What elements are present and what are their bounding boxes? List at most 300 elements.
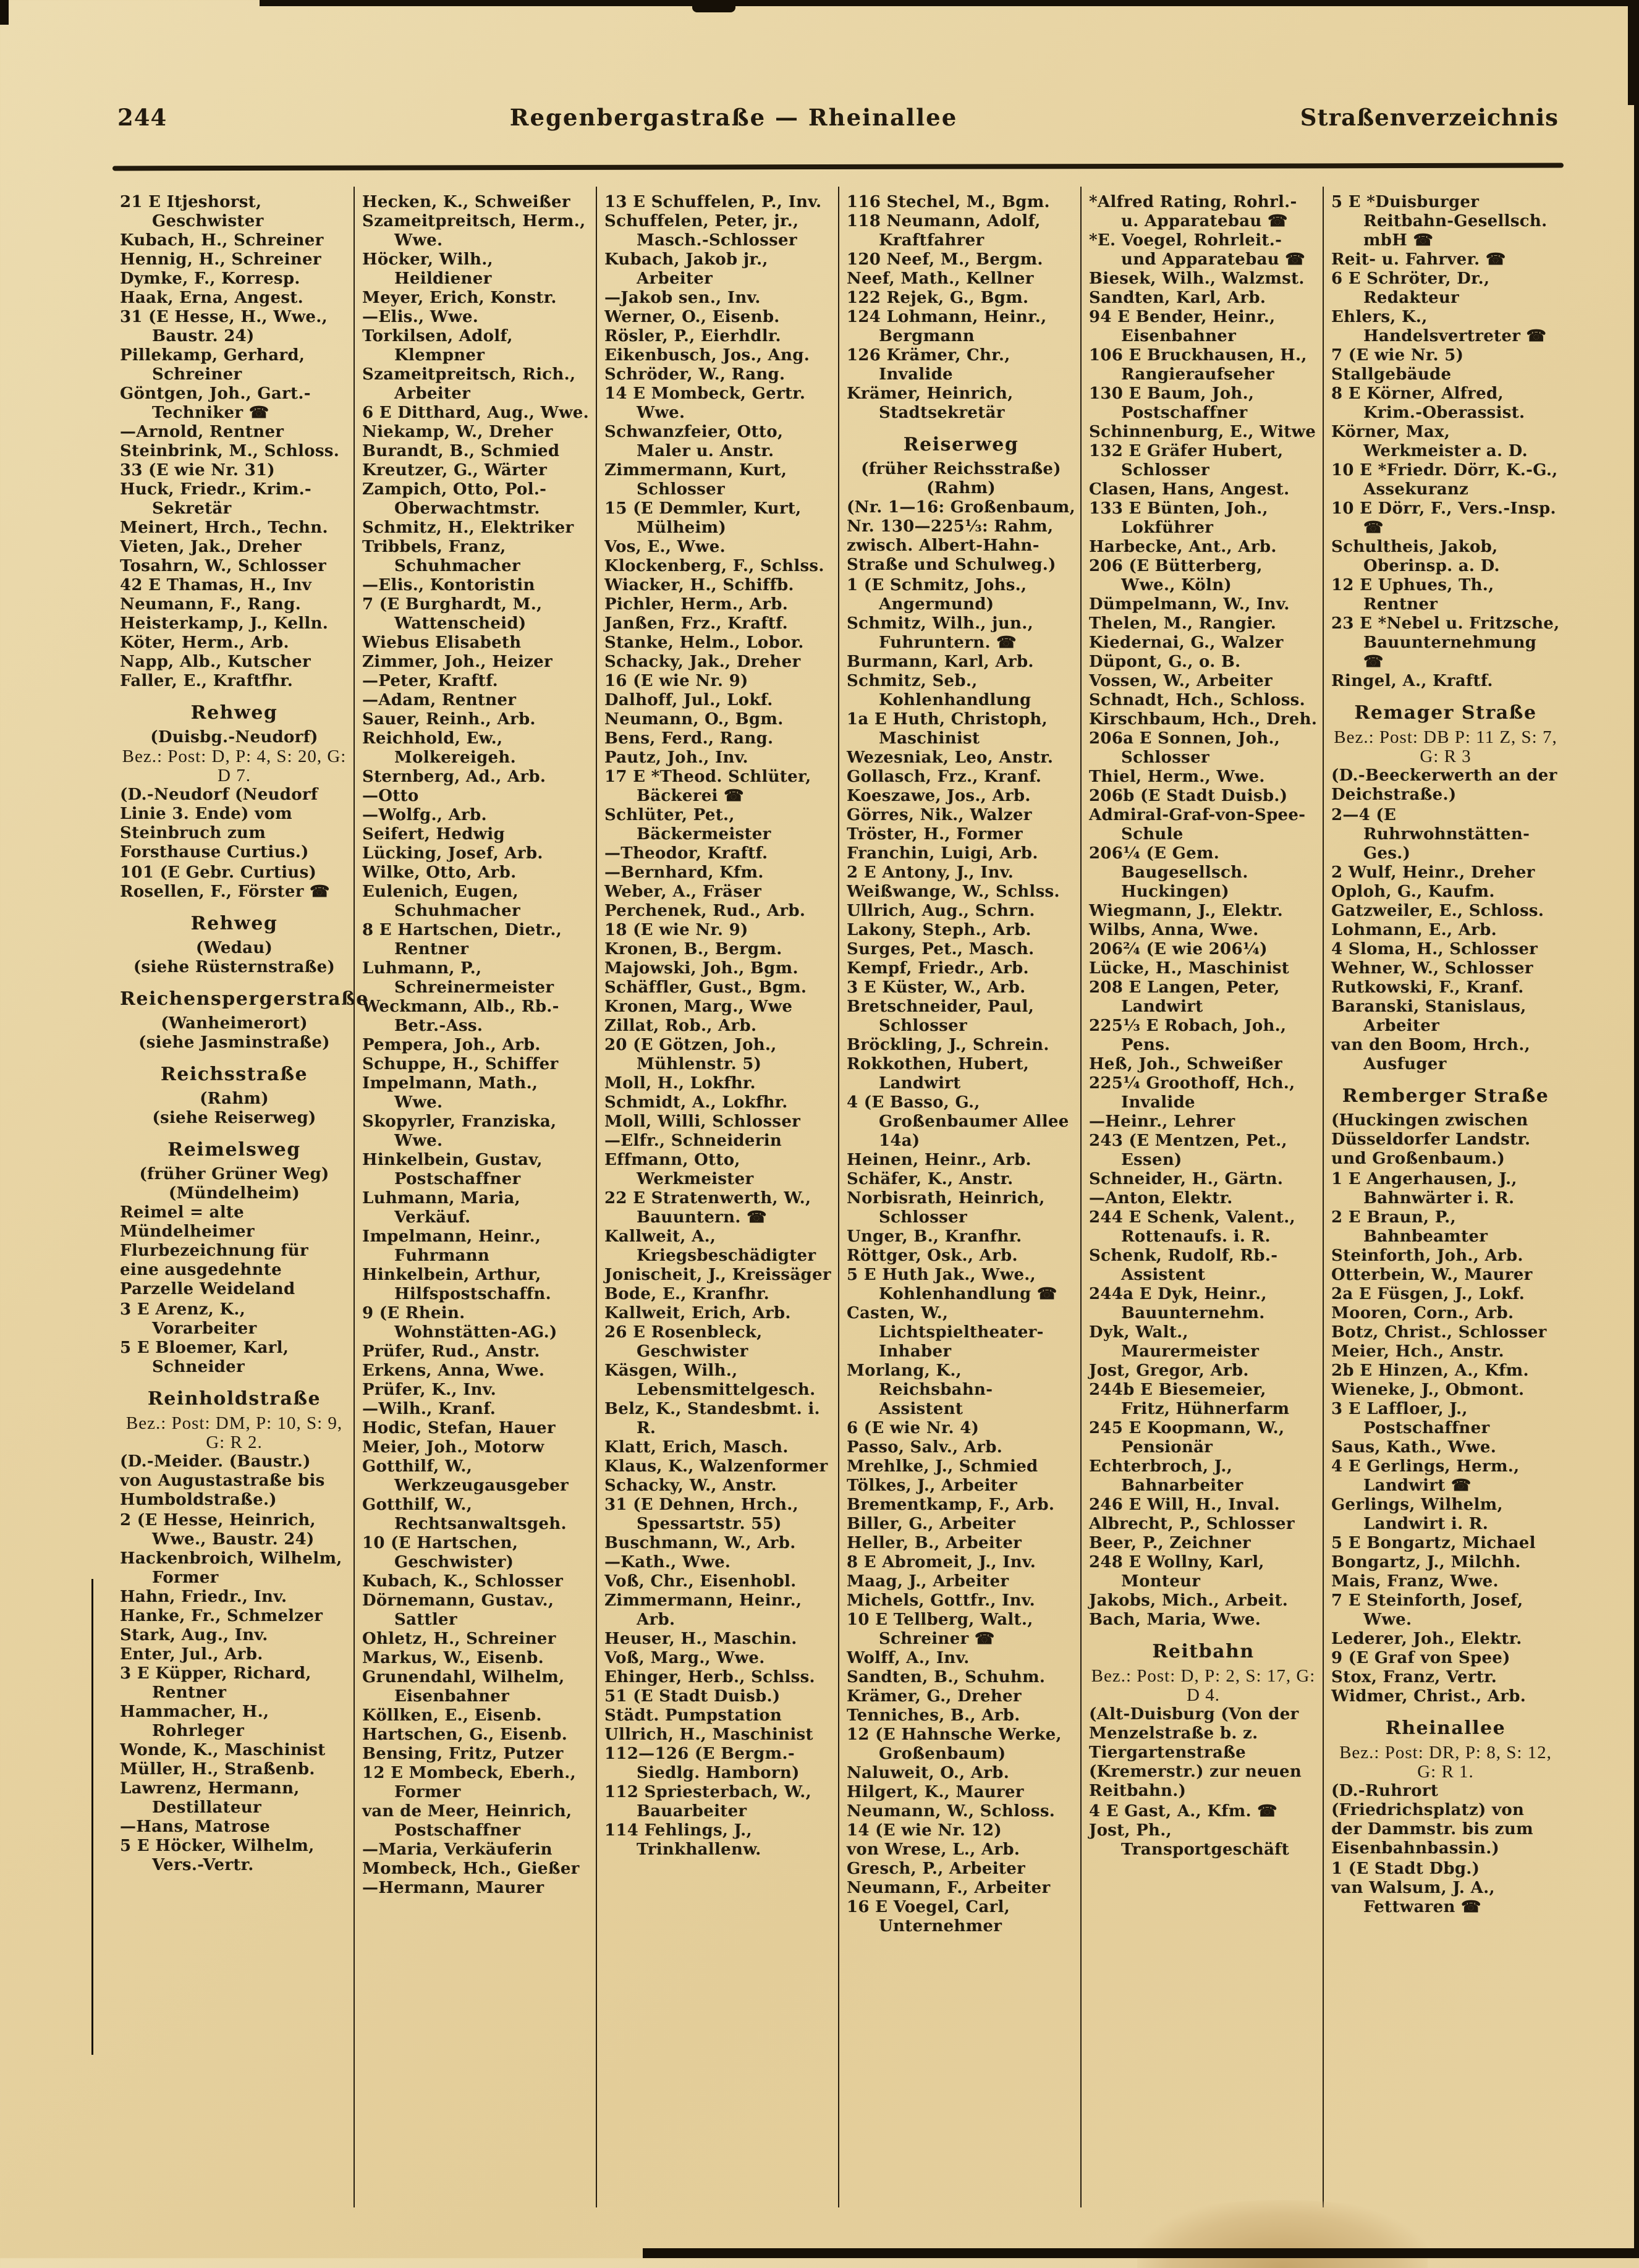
directory-entry: 3 E Laffloer, J., Postschaffner <box>1331 1400 1490 1437</box>
directory-entry: 3 E Küpper, Richard, Rentner <box>120 1664 311 1702</box>
directory-entry: 2—4 (E Ruhrwohnstätten-Ges.) <box>1331 806 1530 863</box>
page-header <box>117 104 1559 131</box>
street-subline: (siehe Rüsternstraße) <box>133 958 336 976</box>
directory-entry: 4 E Gerlings, Herm., Landwirt ☎ <box>1331 1457 1520 1495</box>
directory-entry: Enter, Jul., Arb. <box>120 1645 263 1664</box>
directory-entry: Niekamp, W., Dreher <box>362 423 553 441</box>
directory-entry: 122 Rejek, G., Bgm. <box>847 289 1029 307</box>
directory-entry: Casten, W., Lichtspieltheater-Inhaber <box>847 1304 1044 1361</box>
district-info: Bez.: Post: D, P: 4, S: 20, G: D 7. <box>122 747 347 785</box>
directory-entry: Stanke, Helm., Lobor. <box>604 633 804 652</box>
directory-entry: Dalhoff, Jul., Lokf. <box>604 691 773 709</box>
directory-entry: Gatzweiler, E., Schloss. <box>1331 902 1544 920</box>
directory-entry: 17 E *Theod. Schlüter, Bäckerei ☎ <box>604 768 811 805</box>
directory-entry: Bröckling, J., Schrein. <box>847 1036 1049 1054</box>
directory-entry: Eikenbusch, Jos., Ang. <box>604 346 810 365</box>
directory-entry: Tenniches, B., Arb. <box>847 1706 1020 1725</box>
directory-entry: Jonischeit, J., Kreissäger <box>604 1266 831 1284</box>
directory-entry: Sandten, B., Schuhm. <box>847 1668 1046 1686</box>
directory-entry: Lohmann, E., Arb. <box>1331 921 1497 939</box>
directory-entry: 206a E Sonnen, Joh., Schlosser <box>1089 729 1281 767</box>
directory-entry: Heß, Joh., Schweißer <box>1089 1055 1282 1073</box>
directory-entry: —Jakob sen., Inv. <box>604 289 761 307</box>
directory-entry: Burandt, B., Schmied <box>362 442 560 460</box>
directory-entry: Kirschbaum, Hch., Dreh. <box>1089 710 1318 729</box>
scan-blob-top <box>692 0 735 12</box>
directory-entry: Voß, Chr., Eisenhobl. <box>604 1572 797 1591</box>
directory-entry: 106 E Bruckhausen, H., Rangieraufseher <box>1089 346 1307 384</box>
directory-entry: Kallweit, A., Kriegsbeschädigter <box>604 1227 816 1265</box>
directory-entry: Szameitpreitsch, Rich., Arbeiter <box>362 365 576 403</box>
directory-entry: Sternberg, Ad., Arb. <box>362 768 546 786</box>
directory-entry: Meinert, Hrch., Techn. <box>120 518 328 537</box>
directory-entry: 124 Lohmann, Heinr., Bergmann <box>847 308 1047 345</box>
directory-entry: Rutkowski, F., Kranf. <box>1331 978 1524 997</box>
directory-column <box>1080 187 1323 2207</box>
directory-entry: Röttger, Osk., Arb. <box>847 1246 1018 1265</box>
street-subline: (Rahm) <box>926 479 996 497</box>
directory-entry: Dümpelmann, W., Inv. <box>1089 595 1290 614</box>
directory-entry: Markus, W., Eisenb. <box>362 1649 544 1667</box>
directory-entry: 22 E Stratenwerth, W., Bauuntern. ☎ <box>604 1189 811 1227</box>
directory-entry: —Elis., Kontoristin <box>362 576 535 595</box>
directory-entry: Dyk, Walt., Maurermeister <box>1089 1323 1260 1361</box>
directory-entry: Jost, Gregor, Arb. <box>1089 1361 1249 1380</box>
directory-entry: Prüfer, Rud., Anstr. <box>362 1342 540 1361</box>
directory-entry: 7 E Steinforth, Josef, Wwe. <box>1331 1591 1523 1629</box>
directory-entry: van den Boom, Hrch., Ausfuger <box>1331 1036 1530 1073</box>
directory-entry: —Heinr., Lehrer <box>1089 1112 1235 1131</box>
directory-entry: Oploh, G., Kaufm. <box>1331 882 1495 901</box>
directory-entry: —Peter, Kraftf. <box>362 672 499 690</box>
street-heading: Remager Straße <box>1354 702 1537 724</box>
scan-line-left <box>91 1579 93 2055</box>
directory-entry: Pichler, Herm., Arb. <box>604 595 789 614</box>
scan-corner-top-right <box>1628 0 1639 105</box>
directory-entry: 5 E Höcker, Wilhelm, Vers.-Vertr. <box>120 1837 315 1874</box>
directory-entry: Schröder, W., Rang. <box>604 365 786 384</box>
directory-entry: Schuffelen, Peter, jr., Masch.-Schlosser <box>604 212 799 250</box>
directory-entry: Hennig, H., Schreiner <box>120 250 321 269</box>
directory-entry: Köllken, E., Eisenb. <box>362 1706 542 1725</box>
scan-corner-top-left <box>0 0 9 25</box>
directory-entry: Gollasch, Frz., Kranf. <box>847 768 1042 786</box>
directory-entry: Kronen, B., Bergm. <box>604 940 782 958</box>
directory-entry: 20 (E Götzen, Joh., Mühlenstr. 5) <box>604 1036 777 1073</box>
directory-entry: 114 Fehlings, J., Trinkhallenw. <box>604 1821 761 1859</box>
directory-entry: 112—126 (E Bergm.-Siedlg. Hamborn) <box>604 1745 800 1782</box>
directory-entry: Franchin, Luigi, Arb. <box>847 844 1038 863</box>
directory-entry: —Anton, Elektr. <box>1089 1189 1233 1208</box>
directory-entry: 8 E Körner, Alfred, Krim.-Oberassist. <box>1331 384 1525 422</box>
directory-entry: 206 (E Bütterberg, Wwe., Köln) <box>1089 557 1263 595</box>
street-heading: Rheinallee <box>1385 1717 1506 1739</box>
district-info: Bez.: Post: DR, P: 8, S: 12, G: R 1. <box>1339 1743 1552 1782</box>
street-note: (D.-Ruhrort (Friedrichsplatz) von der Dammstr. bis zum Eisenbahnbassin.) <box>1331 1782 1533 1858</box>
directory-entry: Krämer, Heinrich, Stadtsekretär <box>847 384 1014 422</box>
directory-entry: Biller, G., Arbeiter <box>847 1515 1016 1533</box>
directory-entry: Ringel, A., Kraftf. <box>1331 672 1493 690</box>
directory-entry: 206b (E Stadt Duisb.) <box>1089 787 1288 805</box>
directory-entry: Heller, B., Arbeiter <box>847 1534 1022 1552</box>
directory-entry: Eulenich, Eugen, Schuhmacher <box>362 882 520 920</box>
directory-entry: Schacky, W., Anstr. <box>604 1476 777 1495</box>
street-subline: (früher Reichsstraße) <box>861 460 1061 478</box>
directory-entry: Jakobs, Mich., Arbeit. <box>1089 1591 1289 1610</box>
directory-entry: Torkilsen, Adolf, Klempner <box>362 327 513 365</box>
directory-entry: Schmitz, Seb., Kohlenhandlung <box>847 672 1031 709</box>
directory-entry: Wilke, Otto, Arb. <box>362 863 517 882</box>
directory-entry: 13 E Schuffelen, P., Inv. <box>604 193 822 211</box>
directory-entry: von Wrese, L., Arb. <box>847 1840 1020 1859</box>
header-rule <box>112 163 1564 171</box>
directory-entry: Passo, Salv., Arb. <box>847 1438 1003 1457</box>
directory-entry: 18 (E wie Nr. 9) <box>604 921 748 939</box>
directory-entry: Mooren, Corn., Arb. <box>1331 1304 1514 1322</box>
directory-entry: Tosahrn, W., Schlosser <box>120 557 326 575</box>
directory-entry: Weckmann, Alb., Rb.-Betr.-Ass. <box>362 997 559 1035</box>
directory-entry: Bretschneider, Paul, Schlosser <box>847 997 1035 1035</box>
directory-entry: Napp, Alb., Kutscher <box>120 653 311 671</box>
directory-entry: 26 E Rosenbleck, Geschwister <box>604 1323 763 1361</box>
scan-edge-right <box>1634 0 1639 2258</box>
street-heading: Rehweg <box>190 913 278 934</box>
directory-entry: Botz, Christ., Schlosser <box>1331 1323 1547 1342</box>
directory-entry: 42 E Thamas, H., Inv <box>120 576 312 595</box>
directory-entry: 246 E Will, H., Inval. <box>1089 1496 1280 1514</box>
directory-entry: 116 Stechel, M., Bgm. <box>847 193 1050 211</box>
directory-entry: *Alfred Rating, Rohrl.- u. Apparatebau ☎ <box>1089 193 1297 231</box>
directory-column <box>112 187 369 2207</box>
directory-entry: Hinkelbein, Arthur, Hilfspostschaffn. <box>362 1266 551 1303</box>
directory-entry: van de Meer, Heinrich, Postschaffner <box>362 1802 572 1840</box>
directory-entry: 5 E *Duisburger Reitbahn-Gesellsch. mbH ☎ <box>1331 193 1548 250</box>
directory-entry: 23 E *Nebel u. Fritzsche, Bauunternehmung ☎ <box>1331 614 1560 671</box>
scan-edge-bottom <box>643 2248 1639 2258</box>
directory-entry: Vos, E., Wwe. <box>604 538 726 556</box>
directory-entry: Köter, Herm., Arb. <box>120 633 289 652</box>
directory-entry: Neef, Math., Kellner <box>847 269 1034 288</box>
street-heading: Remberger Straße <box>1342 1085 1549 1107</box>
street-note: (Alt-Duisburg (Von der Menzelstraße b. z. Tiergartenstraße (Kremerstr.) zur neuen Reitbahn.) <box>1089 1705 1302 1800</box>
directory-entry: Ehinger, Herb., Schlss. <box>604 1668 815 1686</box>
directory-entry: 208 E Langen, Peter, Landwirt <box>1089 978 1280 1016</box>
directory-entry: Kiedernai, G., Walzer <box>1089 633 1284 652</box>
directory-entry: Zillat, Rob., Arb. <box>604 1017 757 1035</box>
directory-entry: Lederer, Joh., Elektr. <box>1331 1630 1522 1648</box>
directory-entry: —Arnold, Rentner <box>120 423 284 441</box>
directory-entry: Kubach, K., Schlosser <box>362 1572 564 1591</box>
directory-entry: Schenk, Rudolf, Rb.-Assistent <box>1089 1246 1278 1284</box>
directory-entry: Belz, K., Standesbmt. i. R. <box>604 1400 820 1437</box>
directory-entry: 2a E Füsgen, J., Lokf. <box>1331 1285 1525 1303</box>
directory-entry: Morlang, K., Reichsbahn-Assistent <box>847 1361 993 1418</box>
directory-entry: Reit- u. Fahrver. ☎ <box>1331 250 1506 269</box>
directory-entry: Neumann, O., Bgm. <box>604 710 784 729</box>
directory-entry: Widmer, Christ., Arb. <box>1331 1687 1527 1706</box>
directory-entry: 130 E Baum, Joh., Postschaffner <box>1089 384 1255 422</box>
directory-entry: Stox, Franz, Vertr. <box>1331 1668 1497 1686</box>
directory-entry: 126 Krämer, Chr., Invalide <box>847 346 1010 384</box>
directory-entry: Düpont, G., o. B. <box>1089 653 1241 671</box>
directory-entry: Sauer, Reinh., Arb. <box>362 710 536 729</box>
directory-column <box>1323 187 1565 2207</box>
directory-entry: Körner, Max, Werkmeister a. D. <box>1331 423 1528 460</box>
directory-entry: Hecken, K., Schweißer <box>362 193 570 211</box>
directory-entry: Heuser, H., Maschin. <box>604 1630 797 1648</box>
directory-entry: Tribbels, Franz, Schuhmacher <box>362 538 520 575</box>
directory-entry: Klatt, Erich, Masch. <box>604 1438 789 1457</box>
section-label: Straßenverzeichnis <box>1300 104 1559 131</box>
directory-entry: Hahn, Friedr., Inv. <box>120 1588 287 1606</box>
directory-entry: Reichhold, Ew., Molkereigeh. <box>362 729 516 767</box>
directory-entry: Impelmann, Math., Wwe. <box>362 1074 538 1112</box>
street-note: (Huckingen zwischen Düsseldorfer Landstr. und Großenbaum.) <box>1331 1111 1531 1168</box>
directory-entry: Ehlers, K., Handelsvertreter ☎ <box>1331 308 1547 345</box>
directory-entry: Ullrich, H., Maschinist <box>604 1725 813 1744</box>
directory-entry: Wieneke, J., Obmont. <box>1331 1381 1525 1399</box>
directory-entry: 10 E Tellberg, Walt., Schreiner ☎ <box>847 1610 1033 1648</box>
directory-entry: 6 E Ditthard, Aug., Wwe. <box>362 404 589 422</box>
directory-entry: Hammacher, H., Rohrleger <box>120 1703 269 1740</box>
directory-entry: Albrecht, P., Schlosser <box>1089 1515 1295 1533</box>
directory-entry: Brementkamp, F., Arb. <box>847 1496 1055 1514</box>
directory-entry: —Bernhard, Kfm. <box>604 863 764 882</box>
directory-entry: Saus, Kath., Wwe. <box>1331 1438 1497 1457</box>
directory-entry: Wiebus Elisabeth <box>362 633 522 652</box>
directory-entry: Neumann, F., Arbeiter <box>847 1879 1051 1897</box>
directory-entry: Voß, Marg., Wwe. <box>604 1649 765 1667</box>
directory-entry: 33 (E wie Nr. 31) <box>120 461 276 480</box>
directory-entry: Kallweit, Erich, Arb. <box>604 1304 791 1322</box>
directory-entry: 21 E Itjeshorst, Geschwister <box>120 193 264 231</box>
directory-entry: Kubach, Jakob jr., Arbeiter <box>604 250 768 288</box>
directory-entry: 244b E Biesemeier, Fritz, Hühnerfarm <box>1089 1381 1290 1418</box>
directory-entry: Steinbrink, M., Schloss. <box>120 442 340 460</box>
street-subline: (früher Grüner Weg) <box>139 1165 329 1183</box>
directory-entry: 5 E Bloemer, Karl, Schneider <box>120 1339 289 1376</box>
directory-entry: —Hans, Matrose <box>120 1817 271 1836</box>
street-note: Reimel = alte Mündelheimer Flurbezeichnung für eine ausgedehnte Parzelle Weideland <box>120 1203 309 1298</box>
directory-entry: Hilgert, K., Maurer <box>847 1783 1024 1801</box>
directory-entry: Wehner, W., Schlosser <box>1331 959 1533 978</box>
directory-entry: Schmitz, Wilh., jun., Fuhruntern. ☎ <box>847 614 1033 652</box>
directory-entry: —Kath., Wwe. <box>604 1553 731 1572</box>
directory-entry: Admiral-Graf-von-Spee-Schule <box>1089 806 1306 844</box>
directory-entry: Baranski, Stanislaus, Arbeiter <box>1331 997 1527 1035</box>
directory-entry: Huck, Friedr., Krim.-Sekretär <box>120 480 312 518</box>
directory-entry: Kreutzer, G., Wärter <box>362 461 548 480</box>
directory-entry: Grunendahl, Wilhelm, Eisenbahner <box>362 1668 565 1706</box>
directory-entry: Bens, Ferd., Rang. <box>604 729 774 748</box>
directory-entry: Majowski, Joh., Bgm. <box>604 959 798 978</box>
directory-entry: 7 (E wie Nr. 5) <box>1331 346 1464 365</box>
directory-entry: Heinen, Heinr., Arb. <box>847 1151 1031 1169</box>
directory-entry: Göntgen, Joh., Gart.-Techniker ☎ <box>120 384 311 422</box>
directory-entry: Schmidt, A., Lokfhr. <box>604 1093 788 1112</box>
directory-entry: 133 E Bünten, Joh., Lokführer <box>1089 499 1268 537</box>
directory-columns <box>112 187 1565 2207</box>
directory-entry: Lakony, Steph., Arb. <box>847 921 1031 939</box>
directory-entry: Mais, Franz, Wwe. <box>1331 1572 1499 1591</box>
directory-entry: 225¹⁄₄ Groothoff, Hch., Invalide <box>1089 1074 1295 1112</box>
directory-entry: Clasen, Hans, Angest. <box>1089 480 1290 499</box>
directory-entry: 94 E Bender, Heinr., Eisenbahner <box>1089 308 1276 345</box>
directory-entry: 1a E Huth, Christoph, Maschinist <box>847 710 1048 748</box>
directory-entry: Meier, Joh., Motorw <box>362 1438 544 1457</box>
directory-entry: Heisterkamp, J., Kelln. <box>120 614 329 633</box>
directory-entry: Burmann, Karl, Arb. <box>847 653 1034 671</box>
directory-entry: 132 E Gräfer Hubert, Schlosser <box>1089 442 1284 480</box>
directory-entry: Rokkothen, Hubert, Landwirt <box>847 1055 1030 1093</box>
directory-entry: 244a E Dyk, Heinr., Bauunternehm. <box>1089 1285 1267 1322</box>
directory-entry: Hartschen, G., Eisenb. <box>362 1725 568 1744</box>
directory-entry: —Maria, Verkäuferin <box>362 1840 553 1859</box>
directory-entry: Moll, H., Lokfhr. <box>604 1074 756 1093</box>
directory-entry: 2 Wulf, Heinr., Dreher <box>1331 863 1535 882</box>
directory-entry: 14 (E wie Nr. 12) <box>847 1821 1002 1840</box>
directory-column <box>354 187 596 2207</box>
directory-entry: Prüfer, K., Inv. <box>362 1381 496 1399</box>
directory-entry: Steinforth, Joh., Arb. <box>1331 1246 1523 1265</box>
directory-entry: —Elfr., Schneiderin <box>604 1132 782 1150</box>
directory-entry: Zimmermann, Heinr., Arb. <box>604 1591 802 1629</box>
directory-entry: Meyer, Erich, Konstr. <box>362 289 557 307</box>
directory-entry: 248 E Wollny, Karl, Monteur <box>1089 1553 1264 1591</box>
directory-entry: Wolff, A., Inv. <box>847 1649 970 1667</box>
street-heading: Reimelsweg <box>167 1139 301 1161</box>
directory-entry: 10 E Dörr, F., Vers.-Insp. ☎ <box>1331 499 1556 537</box>
street-subline: (Duisbg.-Neudorf) <box>150 728 318 747</box>
district-info: Bez.: Post: DB P: 11 Z, S: 7, G: R 3 <box>1334 727 1557 766</box>
directory-entry: Zimmermann, Kurt, Schlosser <box>604 461 787 499</box>
directory-entry: 12 E Mombeck, Eberh., Former <box>362 1764 576 1801</box>
directory-entry: Schinnenburg, E., Witwe <box>1089 423 1316 441</box>
directory-entry: Dymke, F., Korresp. <box>120 269 300 288</box>
directory-entry: Klockenberg, F., Schlss. <box>604 557 824 575</box>
directory-entry: Naluweit, O., Arb. <box>847 1764 1010 1782</box>
directory-entry: 4 (E Basso, G., Großenbaumer Allee 14a) <box>847 1093 1069 1150</box>
directory-entry: 3 E Arenz, K., Vorarbeiter <box>120 1300 257 1338</box>
directory-entry: Jost, Ph., Transportgeschäft <box>1089 1821 1290 1859</box>
street-heading: Rehweg <box>190 702 278 724</box>
directory-entry: Bode, E., Kranfhr. <box>604 1285 770 1303</box>
district-info: Bez.: Post: DM, P: 10, S: 9, G: R 2. <box>125 1413 343 1452</box>
directory-entry: Hinkelbein, Gustav, Postschaffner <box>362 1151 543 1188</box>
directory-entry: 31 (E Dehnen, Hrch., Spessartstr. 55) <box>604 1496 798 1533</box>
directory-entry: Kempf, Friedr., Arb. <box>847 959 1029 978</box>
directory-entry: Moll, Willi, Schlosser <box>604 1112 801 1131</box>
directory-entry: 31 (E Hesse, H., Wwe., Baustr. 24) <box>120 308 328 345</box>
directory-entry: Schwanzfeier, Otto, Maler u. Anstr. <box>604 423 784 460</box>
directory-entry: Neumann, F., Rang. <box>120 595 302 614</box>
directory-entry: Bensing, Fritz, Putzer <box>362 1745 564 1763</box>
directory-entry: 1 (E Stadt Dbg.) <box>1331 1860 1480 1878</box>
directory-entry: Maag, J., Arbeiter <box>847 1572 1009 1591</box>
street-subline: (siehe Jasminstraße) <box>138 1033 330 1052</box>
directory-entry: Hackenbroich, Wilhelm, Former <box>120 1549 342 1587</box>
directory-entry: 243 (E Mentzen, Pet., Essen) <box>1089 1132 1287 1169</box>
directory-entry: Krämer, G., Dreher <box>847 1687 1022 1706</box>
page-title: Regenbergastraße — Rheinallee <box>509 104 958 131</box>
directory-entry: Lücke, H., Maschinist <box>1089 959 1289 978</box>
directory-entry: Gresch, P., Arbeiter <box>847 1860 1026 1878</box>
directory-entry: 4 Sloma, H., Schlosser <box>1331 940 1538 958</box>
directory-entry: Pautz, Joh., Inv. <box>604 748 748 767</box>
directory-entry: Schnadt, Hch., Schloss. <box>1089 691 1305 709</box>
directory-entry: 206²⁄₄ (E wie 206¼) <box>1089 940 1268 958</box>
directory-entry: Schäffler, Gust., Bgm. <box>604 978 807 997</box>
directory-entry: Biesek, Wilh., Walzmst. <box>1089 269 1305 288</box>
directory-entry: Schultheis, Jakob, Oberinsp. a. D. <box>1331 538 1500 575</box>
directory-entry: Skopyrler, Franziska, Wwe. <box>362 1112 557 1150</box>
directory-entry: —Elis., Wwe. <box>362 308 479 326</box>
directory-entry: Koeszawe, Jos., Arb. <box>847 787 1031 805</box>
street-subline: (Rahm) <box>200 1090 269 1108</box>
directory-entry: 9 (E Rhein. Wohnstätten-AG.) <box>362 1304 557 1342</box>
directory-entry: 118 Neumann, Adolf, Kraftfahrer <box>847 212 1041 250</box>
directory-entry: 14 E Mombeck, Gertr. Wwe. <box>604 384 806 422</box>
directory-column <box>838 187 1080 2207</box>
directory-entry: —Adam, Rentner <box>362 691 517 709</box>
directory-entry: Pempera, Joh., Arb. <box>362 1036 541 1054</box>
directory-entry: Otterbein, W., Maurer <box>1331 1266 1533 1284</box>
street-heading: Reichenspergerstraße <box>120 988 369 1010</box>
directory-entry: 225¹⁄₃ E Robach, Joh., Pens. <box>1089 1017 1287 1054</box>
directory-entry: 6 (E wie Nr. 4) <box>847 1419 980 1437</box>
directory-entry: Weber, A., Fräser <box>604 882 762 901</box>
directory-entry: 2b E Hinzen, A., Kfm. <box>1331 1361 1529 1380</box>
directory-entry: 51 (E Stadt Duisb.) <box>604 1687 781 1706</box>
directory-entry: —Wilh., Kranf. <box>362 1400 496 1418</box>
street-subline: (Wanheimerort) <box>161 1014 308 1033</box>
directory-entry: 3 E Küster, W., Arb. <box>847 978 1026 997</box>
street-heading: Reinholdstraße <box>147 1388 321 1410</box>
directory-entry: 8 E Hartschen, Dietr., Rentner <box>362 921 562 958</box>
directory-entry: Hodic, Stefan, Hauer <box>362 1419 556 1437</box>
street-note: (D.-Beeckerwerth an der Deichstraße.) <box>1331 766 1557 804</box>
directory-entry: Städt. Pumpstation <box>604 1706 782 1725</box>
directory-entry: Müller, H., Straßenb. <box>120 1760 315 1779</box>
directory-entry: Schäfer, K., Anstr. <box>847 1170 1014 1188</box>
directory-entry: Seifert, Hedwig <box>362 825 505 844</box>
directory-entry: Mrehlke, J., Schmied <box>847 1457 1038 1476</box>
directory-entry: Meier, Hch., Anstr. <box>1331 1342 1504 1361</box>
directory-entry: 16 (E wie Nr. 9) <box>604 672 748 690</box>
district-info: Bez.: Post: D, P: 2, S: 17, G: D 4. <box>1091 1666 1316 1705</box>
directory-entry: 5 E Bongartz, Michael <box>1331 1534 1536 1552</box>
directory-entry: Schuppe, H., Schiffer <box>362 1055 559 1073</box>
directory-entry: Buschmann, W., Arb. <box>604 1534 796 1552</box>
directory-entry: Thiel, Herm., Wwe. <box>1089 768 1265 786</box>
directory-entry: Tröster, H., Former <box>847 825 1023 844</box>
directory-entry: Neumann, W., Schloss. <box>847 1802 1056 1821</box>
directory-entry: Perchenek, Rud., Arb. <box>604 902 806 920</box>
directory-entry: 15 (E Demmler, Kurt, Mülheim) <box>604 499 802 537</box>
directory-entry: Sandten, Karl, Arb. <box>1089 289 1266 307</box>
directory-entry: Stallgebäude <box>1331 365 1452 384</box>
directory-entry: Bongartz, J., Milchh. <box>1331 1553 1521 1572</box>
directory-entry: Effmann, Otto, Werkmeister <box>604 1151 754 1188</box>
directory-entry: 10 E *Friedr. Dörr, K.-G., Assekuranz <box>1331 461 1558 499</box>
directory-entry: 4 E Gast, A., Kfm. ☎ <box>1089 1802 1277 1821</box>
directory-entry: 7 (E Burghardt, M., Wattenscheid) <box>362 595 543 633</box>
directory-entry: 120 Neef, M., Bergm. <box>847 250 1043 269</box>
directory-entry: Gotthilf, W., Werkzeugausgeber <box>362 1457 569 1495</box>
directory-entry: Schlüter, Pet., Bäckermeister <box>604 806 771 844</box>
directory-entry: Tölkes, J., Arbeiter <box>847 1476 1018 1495</box>
directory-entry: Lawrenz, Hermann, Destillateur <box>120 1779 300 1817</box>
